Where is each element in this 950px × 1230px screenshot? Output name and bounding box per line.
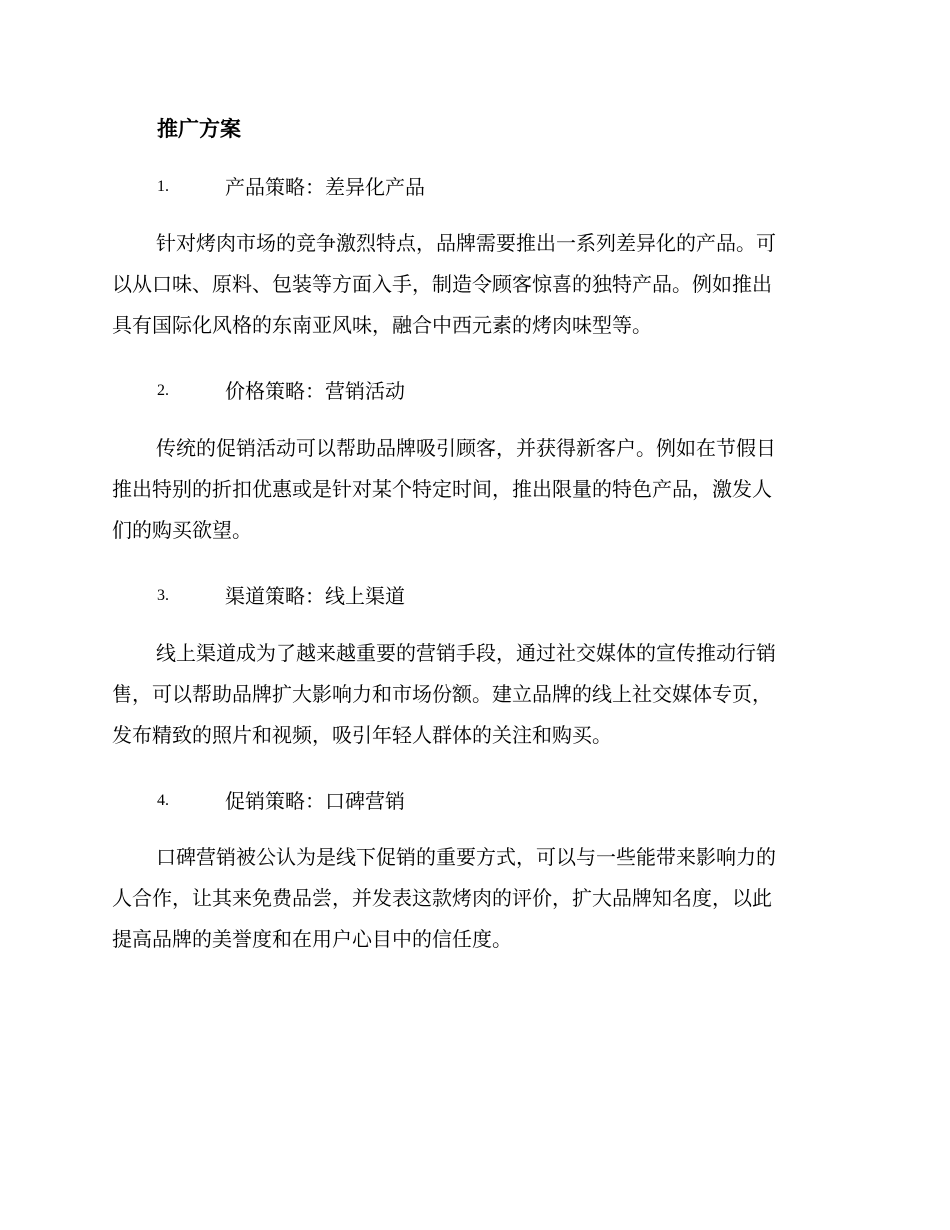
section-number: 1. xyxy=(157,178,169,195)
paragraph-line: 口碑营销被公认为是线下促销的重要方式，可以与一些能带来影响力的 xyxy=(156,845,776,869)
paragraph-line: 售，可以帮助品牌扩大影响力和市场份额。建立品牌的线上社交媒体专页， xyxy=(112,682,772,706)
paragraph-line: 提高品牌的美誉度和在用户心目中的信任度。 xyxy=(112,927,512,951)
section-paragraph-4 xyxy=(112,837,832,960)
paragraph-line: 传统的促销活动可以帮助品牌吸引顾客，并获得新客户。例如在节假日 xyxy=(156,436,776,460)
paragraph-line: 线上渠道成为了越来越重要的营销手段，通过社交媒体的宣传推动行销 xyxy=(156,641,776,665)
section-heading-text: 价格策略：营销活动 xyxy=(225,379,405,403)
paragraph-line: 发布精致的照片和视频，吸引年轻人群体的关注和购买。 xyxy=(112,723,612,747)
paragraph-line: 以从口味、原料、包装等方面入手，制造令顾客惊喜的独特产品。例如推出 xyxy=(112,272,772,296)
section-paragraph-1 xyxy=(112,223,832,346)
section-heading-text: 产品策略：差异化产品 xyxy=(225,175,425,199)
section-paragraph-2 xyxy=(112,428,832,551)
section-paragraph-3 xyxy=(112,633,832,756)
paragraph-line: 针对烤肉市场的竞争激烈特点，品牌需要推出一系列差异化的产品。可 xyxy=(156,231,776,255)
paragraph-line: 具有国际化风格的东南亚风味，融合中西元素的烤肉味型等。 xyxy=(112,313,652,337)
section-number: 2. xyxy=(157,382,169,399)
paragraph-line: 们的购买欲望。 xyxy=(112,518,252,542)
section-number: 4. xyxy=(157,792,169,809)
section-number: 3. xyxy=(157,587,169,604)
section-heading-text: 渠道策略：线上渠道 xyxy=(225,584,405,608)
paragraph-line: 推出特别的折扣优惠或是针对某个特定时间，推出限量的特色产品，激发人 xyxy=(112,477,772,501)
document-title: 推广方案 xyxy=(157,117,241,141)
section-heading-text: 促销策略：口碑营销 xyxy=(225,789,405,813)
paragraph-line: 人合作，让其来免费品尝，并发表这款烤肉的评价，扩大品牌知名度，以此 xyxy=(112,886,772,910)
